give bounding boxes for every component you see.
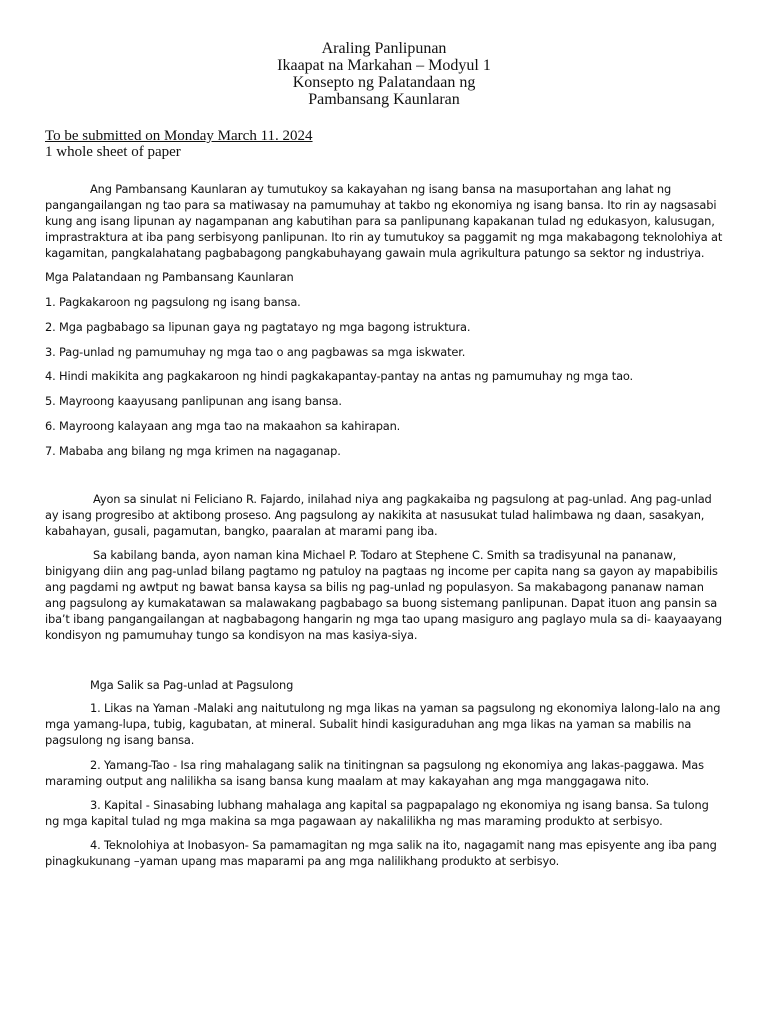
list-item: [45, 700, 725, 748]
signs-heading: Mga Palatandaan ng Pambansang Kaunlaran: [45, 270, 294, 284]
submission-instructions: [45, 128, 313, 160]
list-item: [45, 393, 725, 409]
list-item: [45, 344, 725, 360]
list-item: [45, 319, 725, 335]
topic-line-2: Pambansang Kaunlaran: [308, 91, 460, 108]
factors-heading: Mga Salik sa Pag-unlad at Pagsulong: [90, 678, 294, 692]
sign-item-3: 3. Pag-unlad ng pamumuhay ng mga tao o ang pagbawas sa mga iskwater.: [45, 345, 466, 359]
sign-item-2: 2. Mga pagbabago sa lipunan gaya ng pagtatayo ng mga bagong istruktura.: [45, 320, 471, 334]
topic-line-1: Konsepto ng Palatandaan ng: [292, 74, 476, 91]
subject-title: Araling Panlipunan: [321, 40, 447, 57]
submission-material: 1 whole sheet of paper: [45, 144, 181, 160]
factor-item-1: 1. Likas na Yaman -Malaki ang naitutulong ng mga likas na yaman sa pagsulong ng ekonomiya lalong-lalo na ang mga yamang-lupa, tubig, kagubatan, at mineral. Subalit hindi kasiguraduhan ang mga likas na yaman sa mabilis na pagsulong ng isang bansa.: [45, 701, 721, 747]
sign-item-6: 6. Mayroong kalayaan ang mga tao na makaahon sa kahirapan.: [45, 419, 401, 433]
list-item: [45, 757, 725, 789]
todaro-text: Sa kabilang banda, ayon naman kina Michael P. Todaro at Stephene C. Smith sa tradisyunal na pananaw, binigyang diin ang pag-unlad bilang pagtamo ng patuloy na pagtaas ng income per capita nang sa gayon ay mapabibilis ang pagdami ng awtput ng bawat bansa kaysa sa bilis ng pag-unlad ng populasyon. Sa makabagong pananaw naman ang pagsulong ay kumakatawan sa malawakang pagbabago sa buong sistemang panlipunan. Dapat ituon ang pansin sa iba’t ibang pangangailangan at nagbabagong hangarin ng mga tao upang masiguro ang paglayo mula sa di- kaayaayang kondisyon ng pamumuhay tungo sa kondisyon na mas kasiya-siya.: [45, 548, 722, 642]
list-item: [45, 797, 725, 829]
fajardo-paragraph: [45, 491, 725, 539]
factor-item-2: 2. Yamang-Tao - Isa ring mahalagang salik na tinitingnan sa pagsulong ng ekonomiya ang lakas-paggawa. Mas maraming output ang nalilikha sa isang bansa kung maalam at may kakayahan ang mga manggagawa nito.: [45, 758, 704, 788]
signs-section: [45, 269, 725, 285]
list-item: [45, 294, 725, 310]
sign-item-1: 1. Pagkakaroon ng pagsulong ng isang bansa.: [45, 295, 301, 309]
list-item: [45, 368, 725, 384]
sign-item-7: 7. Mababa ang bilang ng mga krimen na nagaganap.: [45, 444, 341, 458]
list-item: [45, 418, 725, 434]
intro-paragraph: [45, 181, 725, 261]
intro-text: Ang Pambansang Kaunlaran ay tumutukoy sa kakayahan ng isang bansa na masuportahan ang lahat ng pangangailangan ng tao para sa matiwasay na pamumuhay at takbo ng ekonomiya ng isang bansa. Ito rin ay nagsasabi kung ang isang lipunan ay nagampanan ang kabutihan para sa panlipunang kapakanan tulad ng edukasyon, kalusugan, imprastraktura at iba pang serbisyong panlipunan. Ito rin ay tumutukoy sa paggamit ng mga makabagong teknolohiya at kagamitan, pangkalahatang pagbabagong pangkabuhayang gawain mula agrikultura patungo sa sektor ng industriya.: [45, 182, 723, 260]
document-title-block: [0, 40, 768, 108]
fajardo-text: Ayon sa sinulat ni Feliciano R. Fajardo, inilahad niya ang pagkakaiba ng pagsulong at pag-unlad. Ang pag-unlad ay isang progresibo at aktibong proseso. Ang pagsulong ay nakikita at nasusukat tulad halimbawa ng daan, sasakyan, kabahayan, gusali, pagamutan, bangko, paaralan at marami pang iba.: [45, 492, 712, 538]
list-item: [45, 443, 725, 459]
factor-item-4: 4. Teknolohiya at Inobasyon- Sa pamamagitan ng mga salik na ito, nagagamit nang mas episyente ang iba pang pinagkukunang –yaman upang mas maparami pa ang mga nalilikhang produkto at serbisyo.: [45, 838, 717, 868]
list-item: [45, 837, 725, 869]
todaro-paragraph: [45, 547, 725, 643]
factor-item-3: 3. Kapital - Sinasabing lubhang mahalaga ang kapital sa pagpapalago ng ekonomiya ng isang bansa. Sa tulong ng mga kapital tulad ng mga makina sa mga pagawaan ay nakalilikha ng mas maraming produkto at serbisyo.: [45, 798, 709, 828]
sign-item-5: 5. Mayroong kaayusang panlipunan ang isang bansa.: [45, 394, 342, 408]
submission-deadline: To be submitted on Monday March 11. 2024: [45, 128, 313, 144]
quarter-module: Ikaapat na Markahan – Modyul 1: [277, 57, 491, 74]
sign-item-4: 4. Hindi makikita ang pagkakaroon ng hindi pagkakapantay-pantay na antas ng pamumuhay ng mga tao.: [45, 369, 633, 383]
factors-section: [45, 677, 725, 693]
